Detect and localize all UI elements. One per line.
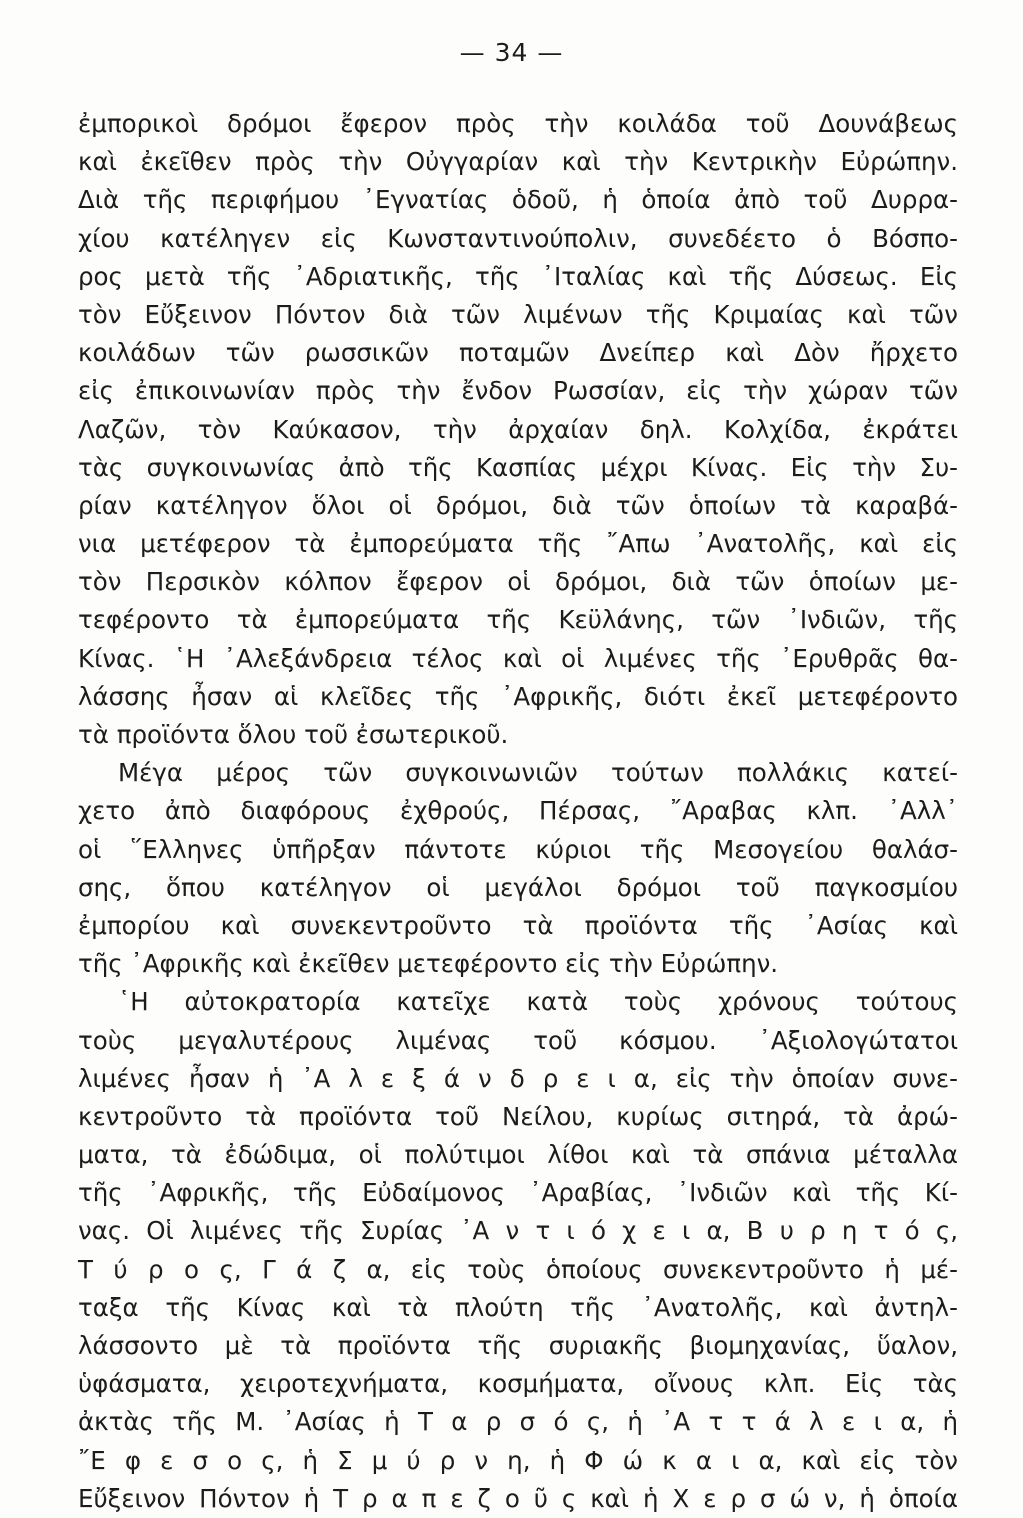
- text-line: ματα, τὰ ἐδώδιμα, οἱ πολύτιμοι λίθοι καὶ τὰ σπάνια μέταλλα: [78, 1140, 958, 1170]
- text-line: ῾Η αὐτοκρατορία κατεῖχε κατὰ τοὺς χρόνους τούτους: [118, 987, 958, 1017]
- body-text: [78, 105, 958, 1518]
- text-line: καὶ ἐκεῖθεν πρὸς τὴν Οὐγγαρίαν καὶ τὴν Κεντρικὴν Εὐρώπην.: [78, 147, 958, 177]
- text-line: Κίνας. ῾Η ᾿Αλεξάνδρεια τέλος καὶ οἱ λιμένες τῆς ᾿Ερυθρᾶς θα-: [78, 643, 958, 673]
- text-line: τὸν Περσικὸν κόλπον ἔφερον οἱ δρόμοι, διὰ τῶν ὁποίων με-: [78, 567, 958, 597]
- text-line: λάσσης ἦσαν αἱ κλεῖδες τῆς ᾿Αφρικῆς, διότι ἐκεῖ μετεφέροντο: [78, 681, 958, 711]
- text-line: ρος μετὰ τῆς ᾿Αδριατικῆς, τῆς ᾿Ιταλίας καὶ τῆς Δύσεως. Εἰς: [78, 261, 958, 291]
- text-line: ὑφάσματα, χειροτεχνήματα, κοσμήματα, οἴνους κλπ. Εἰς τὰς: [78, 1369, 958, 1399]
- text-line: Λαζῶν, τὸν Καύκασον, τὴν ἀρχαίαν δηλ. Κολχίδα, ἐκράτει: [78, 414, 958, 444]
- text-line: Εὔξεινον Πόντον ἡ Τ ρ α π ε ζ ο ῦ ς καὶ ἡ Χ ε ρ σ ώ ν, ἡ ὁποία: [78, 1483, 958, 1513]
- text-line: λιμένες ἦσαν ἡ ᾿Α λ ε ξ ά ν δ ρ ε ι α, εἰς τὴν ὁποίαν συνε-: [78, 1063, 958, 1093]
- text-line: τῆς ᾿Αφρικῆς καὶ ἐκεῖθεν μετεφέροντο εἰς τὴν Εὐρώπην.: [78, 949, 779, 979]
- text-line: Διὰ τῆς περιφήμου ᾿Εγνατίας ὁδοῦ, ἡ ὁποία ἀπὸ τοῦ Δυρρα-: [78, 185, 958, 215]
- text-line: νας. Οἱ λιμένες τῆς Συρίας ᾿Α ν τ ι ό χ ε ι α, Β υ ρ η τ ό ς,: [78, 1216, 958, 1246]
- text-line: χετο ἀπὸ διαφόρους ἐχθρούς, Πέρσας, ῎Αραβας κλπ. ᾿Αλλ᾿: [78, 796, 958, 826]
- text-line: τοὺς μεγαλυτέρους λιμένας τοῦ κόσμου. ᾿Αξιολογώτατοι: [78, 1025, 958, 1055]
- text-line: ταξα τῆς Κίνας καὶ τὰ πλούτη τῆς ᾿Ανατολῆς, καὶ ἀντηλ-: [78, 1292, 958, 1322]
- text-line: τῆς ᾿Αφρικῆς, τῆς Εὐδαίμονος ᾿Αραβίας, ᾿Ινδιῶν καὶ τῆς Κί-: [78, 1178, 958, 1208]
- text-line: κοιλάδων τῶν ρωσσικῶν ποταμῶν Δνείπερ καὶ Δὸν ἤρχετο: [78, 338, 958, 368]
- text-line: ἐμπορικοὶ δρόμοι ἔφερον πρὸς τὴν κοιλάδα τοῦ Δουνάβεως: [78, 109, 958, 138]
- text-line: τὰς συγκοινωνίας ἀπὸ τῆς Κασπίας μέχρι Κίνας. Εἰς τὴν Συ-: [78, 452, 958, 482]
- text-line: οἱ ῞Ελληνες ὑπῆρξαν πάντοτε κύριοι τῆς Μεσογείου θαλάσ-: [78, 834, 958, 864]
- text-line: ρίαν κατέληγον ὅλοι οἱ δρόμοι, διὰ τῶν ὁποίων τὰ καραβά-: [78, 490, 958, 520]
- text-line: ῎Ε φ ε σ ο ς, ἡ Σ μ ύ ρ ν η, ἡ Φ ώ κ α ι α, καὶ εἰς τὸν: [78, 1445, 958, 1475]
- text-line: κεντροῦντο τὰ προϊόντα τοῦ Νείλου, κυρίως σιτηρά, τὰ ἀρώ-: [78, 1101, 958, 1131]
- text-line: τὸν Εὔξεινον Πόντον διὰ τῶν λιμένων τῆς Κριμαίας καὶ τῶν: [78, 299, 958, 329]
- text-line: ἀκτὰς τῆς Μ. ᾿Ασίας ἡ Τ α ρ σ ό ς, ἡ ᾿Α τ τ ά λ ε ι α, ἡ: [78, 1407, 958, 1437]
- text-line: Τ ύ ρ ο ς, Γ ά ζ α, εἰς τοὺς ὁποίους συνεκεντροῦντο ἡ μέ-: [78, 1254, 958, 1284]
- text-line: ἐμπορίου καὶ συνεκεντροῦντο τὰ προϊόντα τῆς ᾿Ασίας καὶ: [78, 910, 958, 940]
- text-line: τὰ προϊόντα ὅλου τοῦ ἐσωτερικοῦ.: [78, 720, 509, 749]
- text-line: σης, ὅπου κατέληγον οἱ μεγάλοι δρόμοι τοῦ παγκοσμίου: [78, 872, 958, 902]
- page-number: — 34 —: [459, 38, 564, 67]
- text-line: χίου κατέληγεν εἰς Κωνσταντινούπολιν, συνεδέετο ὁ Βόσπο-: [78, 223, 958, 253]
- text-line: εἰς ἐπικοινωνίαν πρὸς τὴν ἔνδον Ρωσσίαν, εἰς τὴν χώραν τῶν: [78, 376, 958, 406]
- text-line: Μέγα μέρος τῶν συγκοινωνιῶν τούτων πολλάκις κατεί-: [118, 758, 958, 788]
- text-line: λάσσοντο μὲ τὰ προϊόντα τῆς συριακῆς βιομηχανίας, ὕαλον,: [78, 1331, 958, 1360]
- text-line: νια μετέφερον τὰ ἐμπορεύματα τῆς ῎Απω ᾿Ανατολῆς, καὶ εἰς: [78, 529, 958, 559]
- text-line: τεφέροντο τὰ ἐμπορεύματα τῆς Κεϋλάνης, τῶν ᾿Ινδιῶν, τῆς: [78, 605, 958, 635]
